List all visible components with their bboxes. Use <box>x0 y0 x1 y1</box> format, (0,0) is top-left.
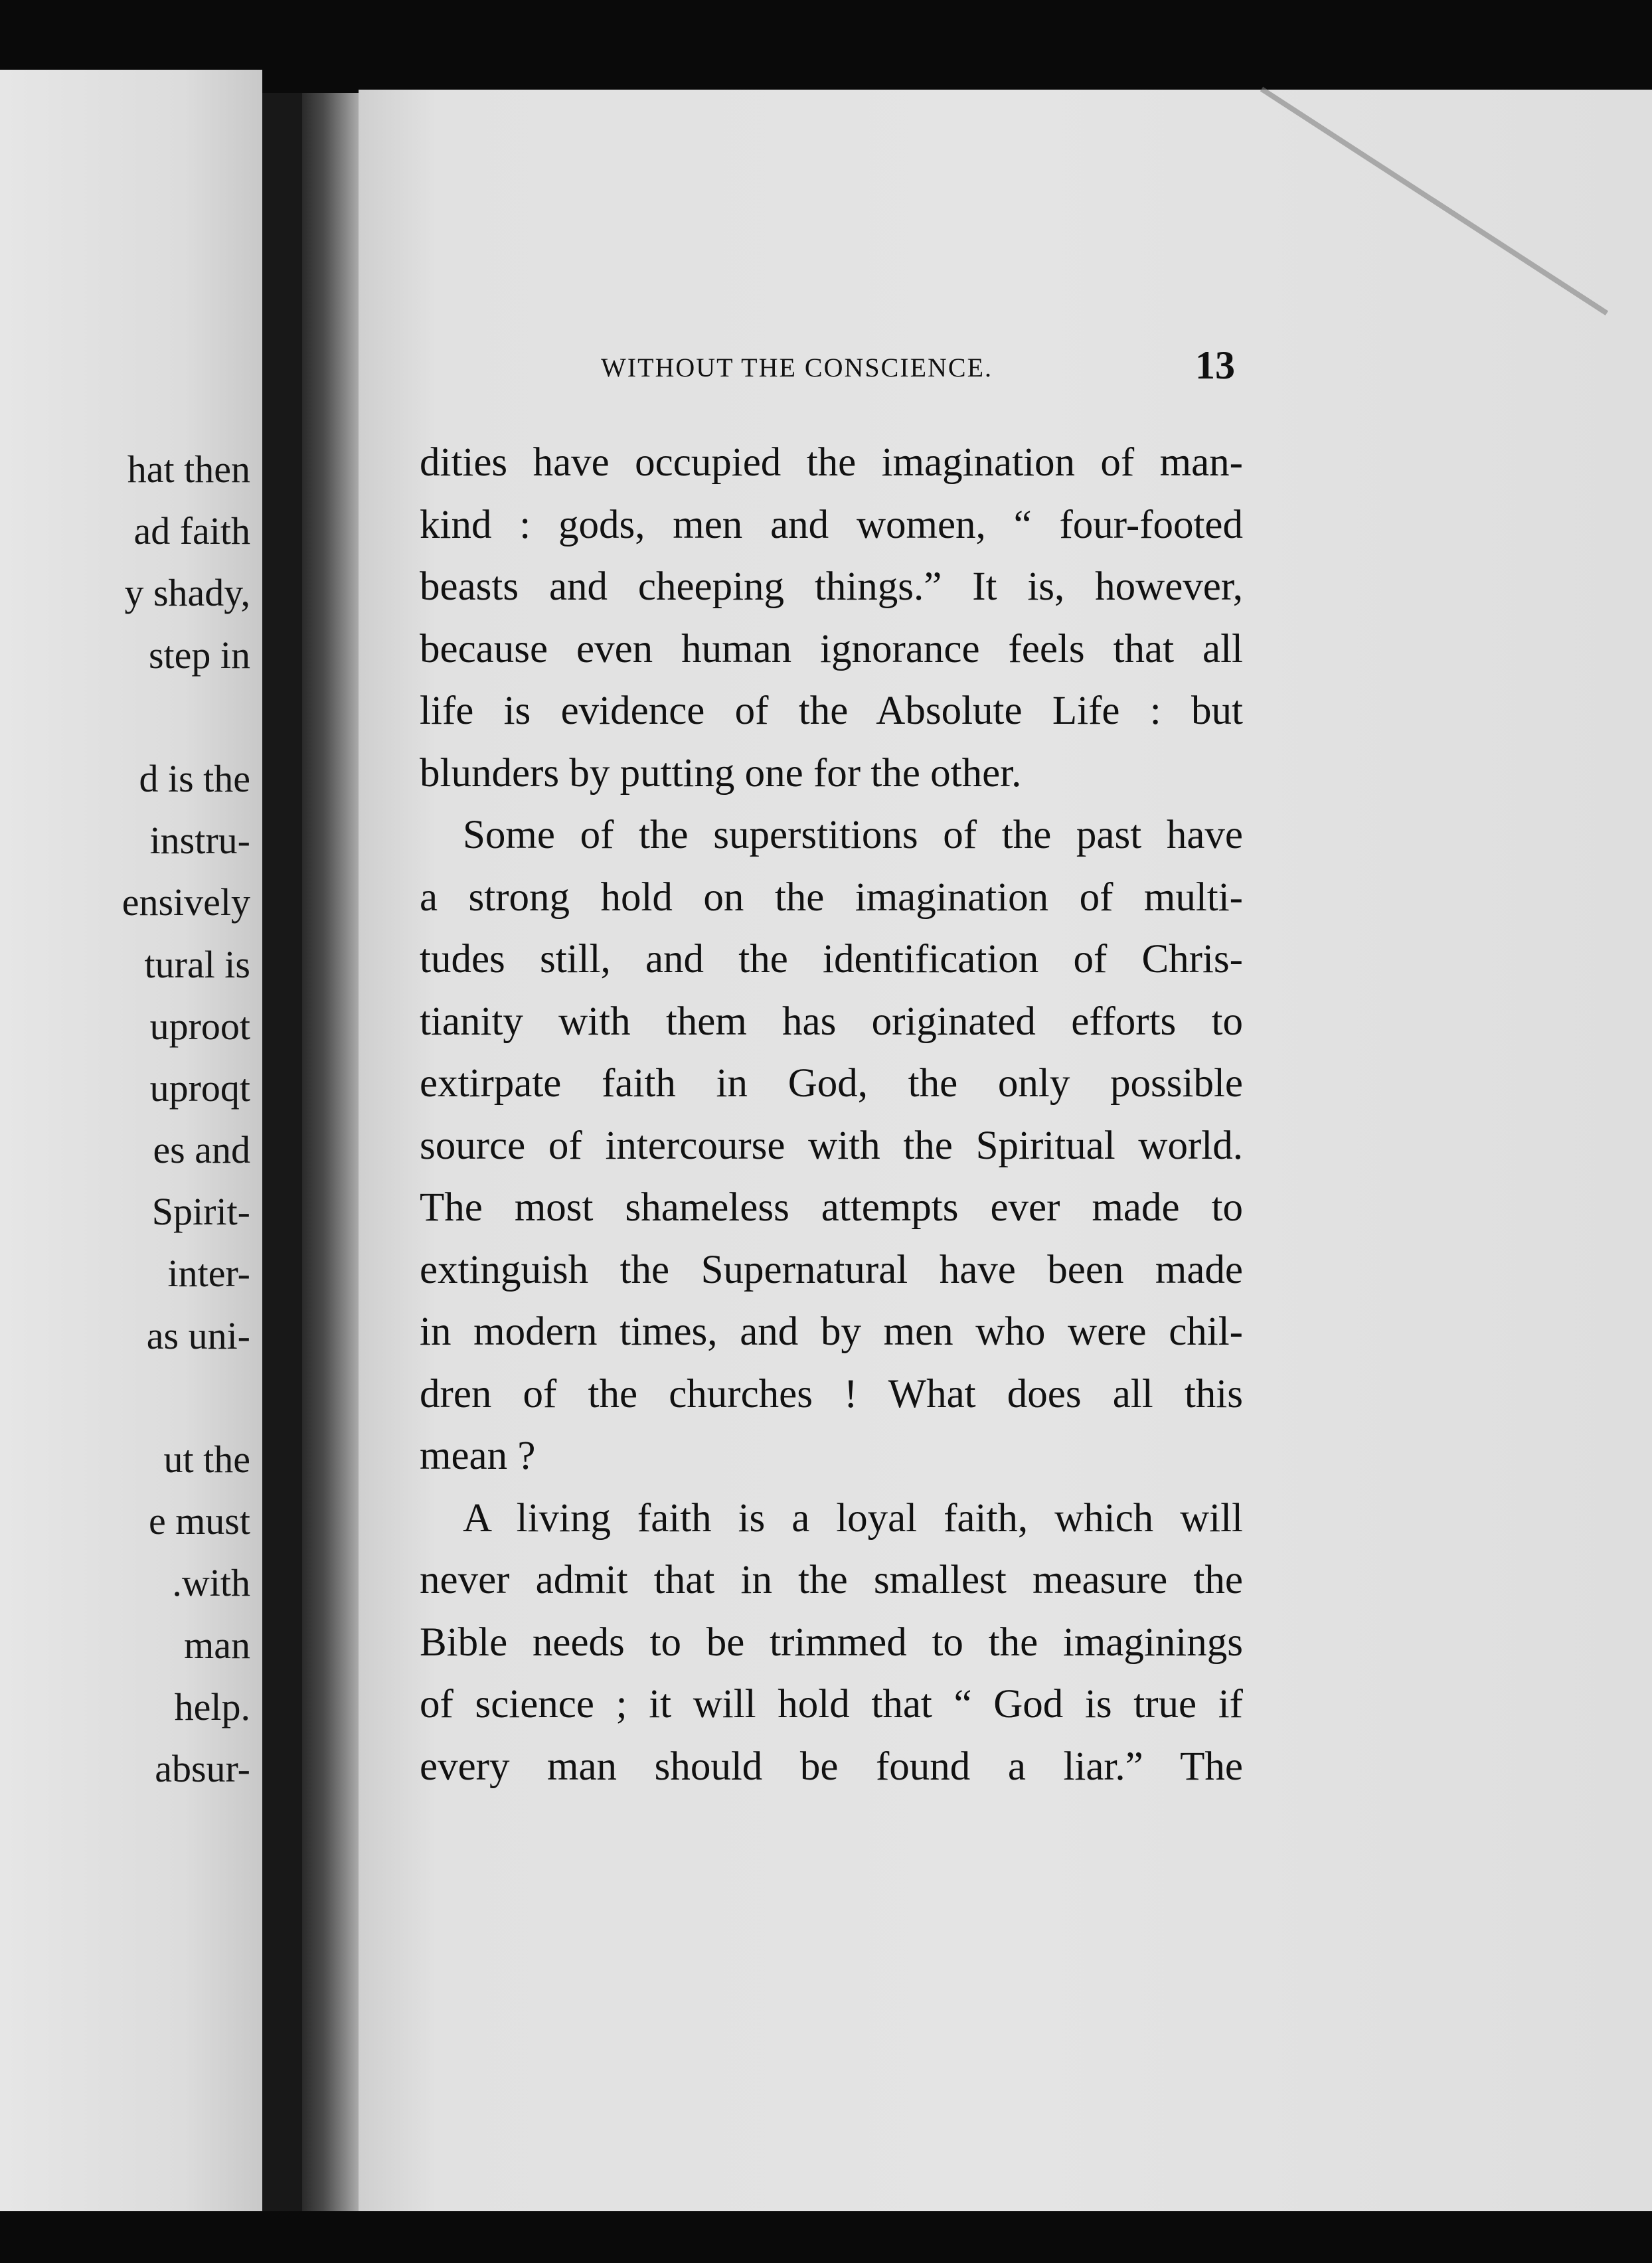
left-page-line <box>0 1367 250 1428</box>
book-gutter <box>262 93 302 2218</box>
text-line: never admit that in the smallest measure the <box>420 1558 1243 1602</box>
text-line: a strong hold on the imagination of multi- <box>420 875 1243 920</box>
left-page-line: uproot <box>149 1004 250 1048</box>
left-page-line: y shady, <box>124 571 250 615</box>
left-page-line <box>0 686 250 748</box>
text-line: tianity with them has originated efforts to <box>420 999 1243 1044</box>
text-line: dren of the churches ! What does all this <box>420 1371 1243 1416</box>
left-page-line: ad faith <box>133 509 250 553</box>
left-page-line: ut the <box>163 1438 250 1481</box>
text-line: kind : gods, men and women, “ four-footed <box>420 502 1243 547</box>
left-page-line: man <box>184 1623 250 1667</box>
left-page-line: d is the <box>139 756 250 800</box>
text-line: every man should be found a liar.” The <box>420 1744 1243 1789</box>
left-page-line: es and <box>153 1128 250 1172</box>
left-page-line: hat then <box>127 448 250 491</box>
text-line: life is evidence of the Absolute Life : but <box>420 689 1243 733</box>
left-page-line: .with <box>172 1561 250 1605</box>
left-page-text <box>0 438 250 1800</box>
left-page-line: uproqt <box>149 1066 250 1110</box>
left-page-line: as uni- <box>146 1313 250 1357</box>
text-line: tudes still, and the identification of Chris- <box>420 937 1243 981</box>
text-line: beasts and cheeping things.” It is, however, <box>420 564 1243 609</box>
body-text <box>420 432 1243 1798</box>
text-line: dities have occupied the imagination of man- <box>420 440 1243 485</box>
left-page-line: instru- <box>149 819 250 863</box>
left-page-line: tural is <box>144 942 250 986</box>
text-line: A living faith is a loyal faith, which will <box>463 1495 1243 1541</box>
scan-bottom-border <box>0 2211 1652 2263</box>
left-page-line: absur- <box>155 1746 250 1790</box>
left-page-line: ensively <box>122 880 250 924</box>
text-line: because even human ignorance feels that all <box>420 626 1243 671</box>
text-line: mean ? <box>420 1434 536 1478</box>
text-line: The most shameless attempts ever made to <box>420 1185 1243 1230</box>
text-line: extinguish the Supernatural have been made <box>420 1247 1243 1292</box>
text-line: Bible needs to be trimmed to the imaginings <box>420 1620 1243 1665</box>
page-number: 13 <box>1195 343 1235 387</box>
left-page <box>0 70 262 2221</box>
text-line: of science ; it will hold that “ God is true if <box>420 1682 1243 1726</box>
left-page-line: inter- <box>167 1252 250 1296</box>
text-line: extirpate faith in God, the only possible <box>420 1061 1243 1106</box>
gutter-shadow <box>302 93 362 2218</box>
left-page-line: e must <box>148 1499 250 1543</box>
text-line: Some of the superstitions of the past have <box>463 813 1243 857</box>
left-page-line: step in <box>148 633 250 677</box>
left-page-line: help. <box>174 1685 250 1728</box>
running-head: WITHOUT THE CONSCIENCE. <box>601 353 993 382</box>
text-line: source of intercourse with the Spiritual world. <box>420 1123 1243 1168</box>
text-line: in modern times, and by men who were chil- <box>420 1309 1243 1354</box>
text-line: blunders by putting one for the other. <box>420 750 1022 796</box>
left-page-line: Spirit- <box>151 1190 250 1234</box>
